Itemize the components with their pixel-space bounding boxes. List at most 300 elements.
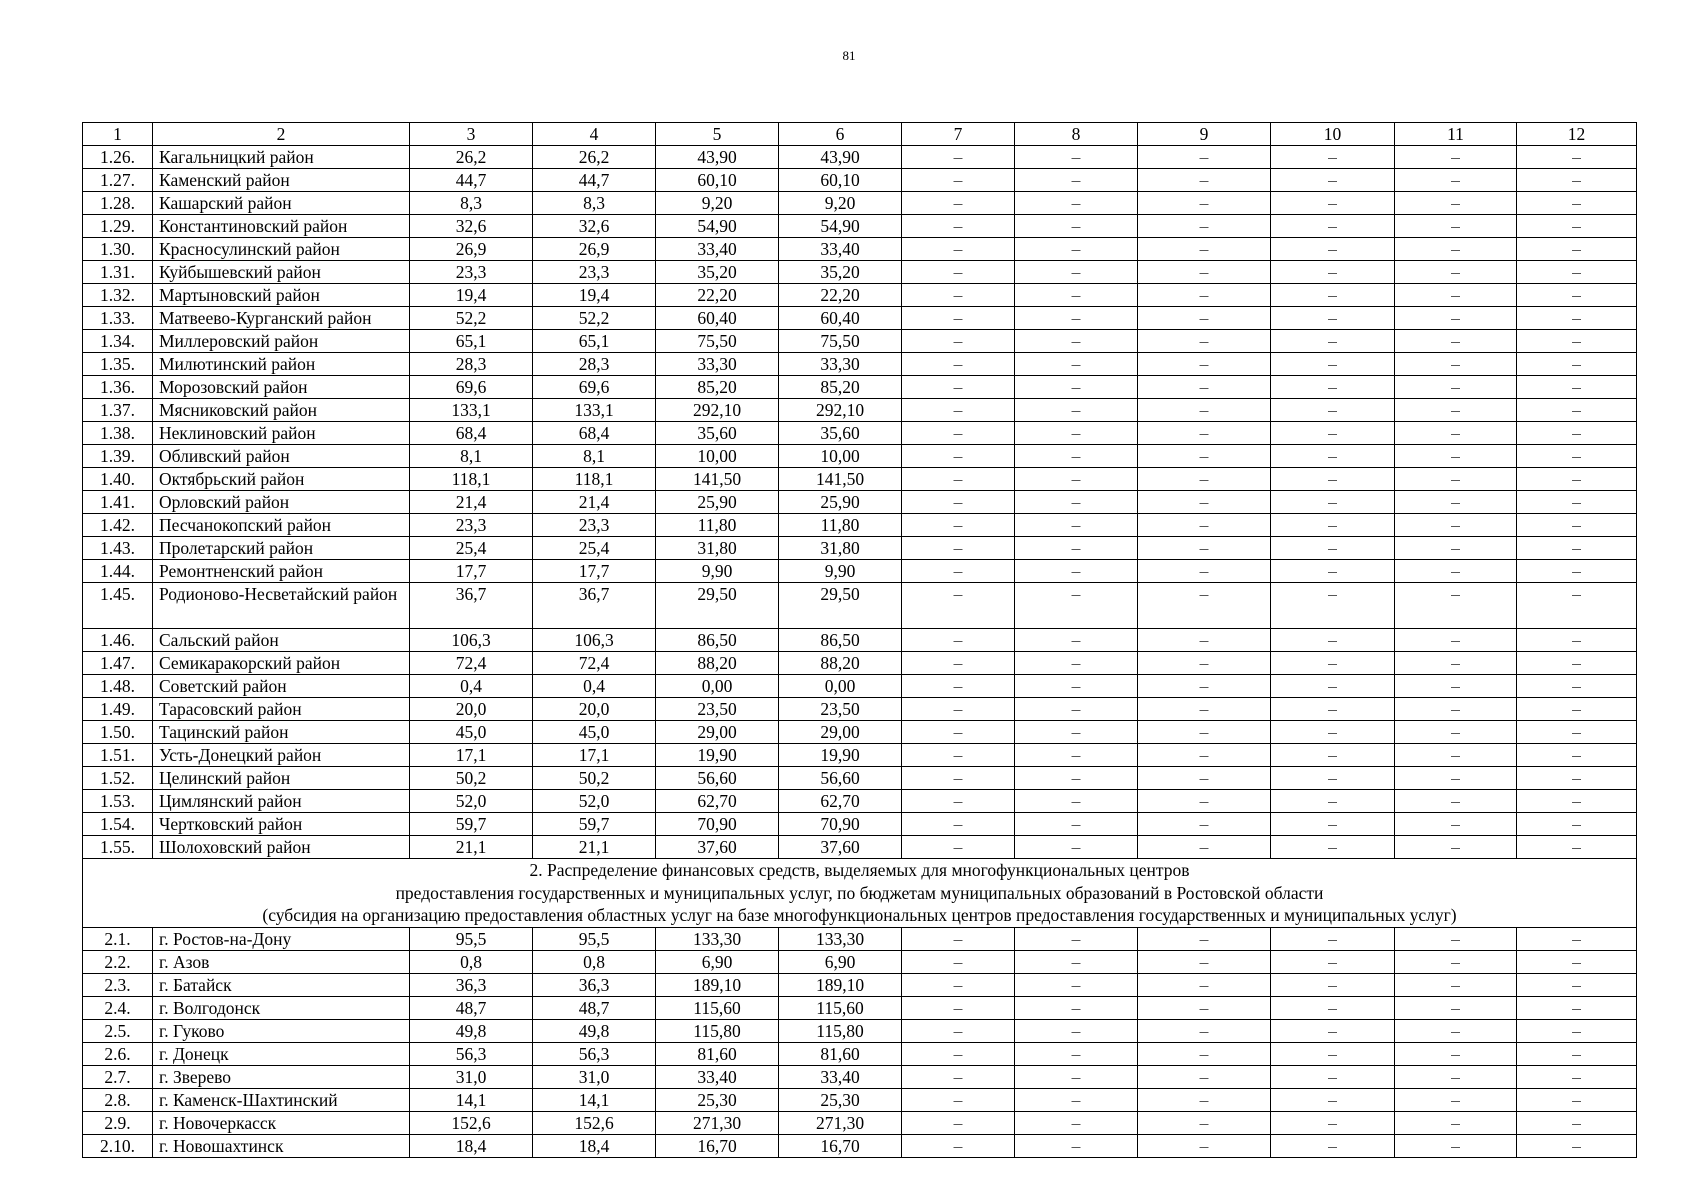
value-col-5: 33,40: [656, 238, 779, 261]
table-row: [83, 376, 1637, 399]
empty-cell-col-9: –: [1138, 422, 1271, 445]
empty-cell-col-7: –: [902, 284, 1015, 307]
empty-cell-col-9: –: [1138, 1020, 1271, 1043]
row-number: 2.8.: [83, 1089, 153, 1112]
empty-cell-col-9: –: [1138, 215, 1271, 238]
empty-cell-col-9: –: [1138, 330, 1271, 353]
table-row: [83, 238, 1637, 261]
empty-cell-col-9: –: [1138, 836, 1271, 859]
empty-cell-col-12: –: [1517, 169, 1637, 192]
value-col-6: 56,60: [779, 767, 902, 790]
empty-cell-col-10: –: [1271, 238, 1395, 261]
empty-cell-col-7: –: [902, 836, 1015, 859]
municipality-name: Усть-Донецкий район: [153, 744, 410, 767]
value-col-4: 31,0: [533, 1066, 656, 1089]
value-col-6: 271,30: [779, 1112, 902, 1135]
empty-cell-col-12: –: [1517, 491, 1637, 514]
empty-cell-col-12: –: [1517, 192, 1637, 215]
value-col-5: 62,70: [656, 790, 779, 813]
row-number: 2.5.: [83, 1020, 153, 1043]
empty-cell-col-11: –: [1395, 560, 1517, 583]
table-row: [83, 169, 1637, 192]
empty-cell-col-8: –: [1015, 1112, 1138, 1135]
value-col-5: 75,50: [656, 330, 779, 353]
table-row: [83, 261, 1637, 284]
municipality-name: Куйбышевский район: [153, 261, 410, 284]
value-col-6: 11,80: [779, 514, 902, 537]
value-col-3: 59,7: [410, 813, 533, 836]
empty-cell-col-8: –: [1015, 537, 1138, 560]
empty-cell-col-8: –: [1015, 353, 1138, 376]
value-col-4: 52,0: [533, 790, 656, 813]
value-col-3: 36,7: [410, 583, 533, 629]
value-col-4: 26,2: [533, 146, 656, 169]
page-number: 81: [842, 48, 856, 63]
empty-cell-col-8: –: [1015, 146, 1138, 169]
empty-cell-col-10: –: [1271, 353, 1395, 376]
empty-cell-col-12: –: [1517, 974, 1637, 997]
empty-cell-col-11: –: [1395, 330, 1517, 353]
municipality-name: Матвеево-Курганский район: [153, 307, 410, 330]
value-col-4: 56,3: [533, 1043, 656, 1066]
row-number: 1.53.: [83, 790, 153, 813]
empty-cell-col-8: –: [1015, 376, 1138, 399]
row-number: 1.40.: [83, 468, 153, 491]
row-number: 1.33.: [83, 307, 153, 330]
column-number-3: 3: [410, 123, 533, 146]
table-row: [83, 836, 1637, 859]
row-number: 1.55.: [83, 836, 153, 859]
empty-cell-col-9: –: [1138, 284, 1271, 307]
empty-cell-col-10: –: [1271, 261, 1395, 284]
empty-cell-col-12: –: [1517, 445, 1637, 468]
row-number: 1.48.: [83, 675, 153, 698]
municipality-name: Красносулинский район: [153, 238, 410, 261]
empty-cell-col-8: –: [1015, 974, 1138, 997]
value-col-6: 54,90: [779, 215, 902, 238]
row-number: 1.49.: [83, 698, 153, 721]
value-col-6: 33,40: [779, 238, 902, 261]
municipality-name: г. Батайск: [153, 974, 410, 997]
empty-cell-col-11: –: [1395, 767, 1517, 790]
empty-cell-col-7: –: [902, 514, 1015, 537]
empty-cell-col-12: –: [1517, 652, 1637, 675]
value-col-6: 141,50: [779, 468, 902, 491]
empty-cell-col-7: –: [902, 537, 1015, 560]
empty-cell-col-10: –: [1271, 652, 1395, 675]
value-col-4: 68,4: [533, 422, 656, 445]
table-row: [83, 560, 1637, 583]
table-row: [83, 1020, 1637, 1043]
empty-cell-col-7: –: [902, 399, 1015, 422]
empty-cell-col-7: –: [902, 744, 1015, 767]
empty-cell-col-8: –: [1015, 698, 1138, 721]
empty-cell-col-7: –: [902, 353, 1015, 376]
empty-cell-col-10: –: [1271, 721, 1395, 744]
empty-cell-col-12: –: [1517, 698, 1637, 721]
value-col-3: 17,7: [410, 560, 533, 583]
municipality-name: Мартыновский район: [153, 284, 410, 307]
municipality-name: Кашарский район: [153, 192, 410, 215]
empty-cell-col-10: –: [1271, 422, 1395, 445]
empty-cell-col-9: –: [1138, 997, 1271, 1020]
empty-cell-col-10: –: [1271, 215, 1395, 238]
municipality-name: Тарасовский район: [153, 698, 410, 721]
row-number: 1.51.: [83, 744, 153, 767]
empty-cell-col-7: –: [902, 261, 1015, 284]
value-col-4: 48,7: [533, 997, 656, 1020]
value-col-5: 85,20: [656, 376, 779, 399]
value-col-4: 8,3: [533, 192, 656, 215]
empty-cell-col-9: –: [1138, 1066, 1271, 1089]
empty-cell-col-12: –: [1517, 1089, 1637, 1112]
table-row: [83, 583, 1637, 629]
value-col-3: 65,1: [410, 330, 533, 353]
empty-cell-col-7: –: [902, 560, 1015, 583]
empty-cell-col-12: –: [1517, 583, 1637, 629]
value-col-4: 65,1: [533, 330, 656, 353]
empty-cell-col-10: –: [1271, 307, 1395, 330]
row-number: 2.6.: [83, 1043, 153, 1066]
table-row: [83, 215, 1637, 238]
empty-cell-col-11: –: [1395, 744, 1517, 767]
empty-cell-col-9: –: [1138, 307, 1271, 330]
empty-cell-col-12: –: [1517, 767, 1637, 790]
value-col-3: 0,4: [410, 675, 533, 698]
row-number: 2.10.: [83, 1135, 153, 1158]
municipality-name: г. Каменск-Шахтинский: [153, 1089, 410, 1112]
empty-cell-col-12: –: [1517, 284, 1637, 307]
table-row: [83, 813, 1637, 836]
value-col-6: 33,30: [779, 353, 902, 376]
empty-cell-col-7: –: [902, 376, 1015, 399]
value-col-3: 152,6: [410, 1112, 533, 1135]
empty-cell-col-8: –: [1015, 813, 1138, 836]
value-col-4: 8,1: [533, 445, 656, 468]
empty-cell-col-8: –: [1015, 721, 1138, 744]
empty-cell-col-8: –: [1015, 790, 1138, 813]
value-col-5: 141,50: [656, 468, 779, 491]
empty-cell-col-10: –: [1271, 974, 1395, 997]
value-col-5: 22,20: [656, 284, 779, 307]
empty-cell-col-11: –: [1395, 1135, 1517, 1158]
empty-cell-col-10: –: [1271, 767, 1395, 790]
value-col-6: 16,70: [779, 1135, 902, 1158]
value-col-3: 0,8: [410, 951, 533, 974]
value-col-3: 23,3: [410, 261, 533, 284]
empty-cell-col-11: –: [1395, 491, 1517, 514]
value-col-6: 133,30: [779, 928, 902, 951]
municipality-name: Родионово-Несветайский район: [153, 583, 410, 629]
empty-cell-col-11: –: [1395, 698, 1517, 721]
value-col-5: 86,50: [656, 629, 779, 652]
row-number: 1.28.: [83, 192, 153, 215]
empty-cell-col-11: –: [1395, 307, 1517, 330]
row-number: 1.54.: [83, 813, 153, 836]
municipality-name: г. Азов: [153, 951, 410, 974]
value-col-4: 36,3: [533, 974, 656, 997]
value-col-6: 29,00: [779, 721, 902, 744]
empty-cell-col-11: –: [1395, 1043, 1517, 1066]
empty-cell-col-10: –: [1271, 675, 1395, 698]
empty-cell-col-7: –: [902, 721, 1015, 744]
empty-cell-col-12: –: [1517, 146, 1637, 169]
row-number: 1.45.: [83, 583, 153, 629]
empty-cell-col-10: –: [1271, 468, 1395, 491]
value-col-6: 70,90: [779, 813, 902, 836]
value-col-6: 292,10: [779, 399, 902, 422]
value-col-4: 49,8: [533, 1020, 656, 1043]
value-col-6: 29,50: [779, 583, 902, 629]
municipality-name: г. Зверево: [153, 1066, 410, 1089]
value-col-6: 60,40: [779, 307, 902, 330]
empty-cell-col-10: –: [1271, 583, 1395, 629]
table-row: [83, 1043, 1637, 1066]
value-col-4: 36,7: [533, 583, 656, 629]
value-col-3: 52,2: [410, 307, 533, 330]
municipality-name: Обливский район: [153, 445, 410, 468]
empty-cell-col-11: –: [1395, 1112, 1517, 1135]
empty-cell-col-8: –: [1015, 445, 1138, 468]
value-col-3: 95,5: [410, 928, 533, 951]
empty-cell-col-10: –: [1271, 399, 1395, 422]
value-col-3: 25,4: [410, 537, 533, 560]
table-row: [83, 307, 1637, 330]
value-col-5: 60,40: [656, 307, 779, 330]
value-col-6: 9,90: [779, 560, 902, 583]
value-col-5: 81,60: [656, 1043, 779, 1066]
empty-cell-col-12: –: [1517, 238, 1637, 261]
row-number: 1.44.: [83, 560, 153, 583]
empty-cell-col-11: –: [1395, 928, 1517, 951]
value-col-4: 106,3: [533, 629, 656, 652]
empty-cell-col-9: –: [1138, 698, 1271, 721]
column-number-11: 11: [1395, 123, 1517, 146]
empty-cell-col-12: –: [1517, 537, 1637, 560]
empty-cell-col-8: –: [1015, 675, 1138, 698]
municipality-name: Орловский район: [153, 491, 410, 514]
table-row: [83, 445, 1637, 468]
empty-cell-col-9: –: [1138, 675, 1271, 698]
value-col-3: 28,3: [410, 353, 533, 376]
table-row: [83, 330, 1637, 353]
empty-cell-col-10: –: [1271, 951, 1395, 974]
municipality-name: г. Донецк: [153, 1043, 410, 1066]
value-col-6: 81,60: [779, 1043, 902, 1066]
empty-cell-col-10: –: [1271, 330, 1395, 353]
table-row: [83, 353, 1637, 376]
empty-cell-col-9: –: [1138, 652, 1271, 675]
empty-cell-col-12: –: [1517, 376, 1637, 399]
empty-cell-col-10: –: [1271, 997, 1395, 1020]
value-col-3: 14,1: [410, 1089, 533, 1112]
empty-cell-col-8: –: [1015, 468, 1138, 491]
municipality-name: Шолоховский район: [153, 836, 410, 859]
empty-cell-col-7: –: [902, 1020, 1015, 1043]
value-col-6: 6,90: [779, 951, 902, 974]
table-row: [83, 721, 1637, 744]
row-number: 1.32.: [83, 284, 153, 307]
value-col-6: 35,20: [779, 261, 902, 284]
value-col-4: 133,1: [533, 399, 656, 422]
section-2-heading-line2: предоставления государственных и муниципальных услуг, по бюджетам муниципальных образований в Ростовской области: [395, 882, 1324, 903]
empty-cell-col-9: –: [1138, 744, 1271, 767]
empty-cell-col-10: –: [1271, 491, 1395, 514]
empty-cell-col-11: –: [1395, 790, 1517, 813]
column-number-2: 2: [153, 123, 410, 146]
municipality-name: Песчанокопский район: [153, 514, 410, 537]
empty-cell-col-9: –: [1138, 813, 1271, 836]
empty-cell-col-7: –: [902, 1066, 1015, 1089]
row-number: 1.35.: [83, 353, 153, 376]
value-col-3: 44,7: [410, 169, 533, 192]
empty-cell-col-9: –: [1138, 376, 1271, 399]
row-number: 1.41.: [83, 491, 153, 514]
municipality-name: Тацинский район: [153, 721, 410, 744]
empty-cell-col-8: –: [1015, 928, 1138, 951]
empty-cell-col-10: –: [1271, 514, 1395, 537]
value-col-6: 37,60: [779, 836, 902, 859]
value-col-5: 54,90: [656, 215, 779, 238]
empty-cell-col-11: –: [1395, 422, 1517, 445]
table-row: [83, 468, 1637, 491]
value-col-6: 60,10: [779, 169, 902, 192]
value-col-4: 0,8: [533, 951, 656, 974]
empty-cell-col-10: –: [1271, 928, 1395, 951]
empty-cell-col-10: –: [1271, 1043, 1395, 1066]
empty-cell-col-9: –: [1138, 491, 1271, 514]
municipality-name: Ремонтненский район: [153, 560, 410, 583]
empty-cell-col-10: –: [1271, 629, 1395, 652]
empty-cell-col-8: –: [1015, 491, 1138, 514]
value-col-3: 52,0: [410, 790, 533, 813]
row-number: 1.27.: [83, 169, 153, 192]
value-col-4: 14,1: [533, 1089, 656, 1112]
empty-cell-col-8: –: [1015, 629, 1138, 652]
empty-cell-col-9: –: [1138, 537, 1271, 560]
value-col-5: 6,90: [656, 951, 779, 974]
empty-cell-col-7: –: [902, 951, 1015, 974]
value-col-5: 60,10: [656, 169, 779, 192]
empty-cell-col-12: –: [1517, 721, 1637, 744]
table-row: [83, 537, 1637, 560]
empty-cell-col-11: –: [1395, 629, 1517, 652]
municipality-name: Морозовский район: [153, 376, 410, 399]
value-col-4: 28,3: [533, 353, 656, 376]
empty-cell-col-7: –: [902, 215, 1015, 238]
empty-cell-col-8: –: [1015, 192, 1138, 215]
row-number: 1.36.: [83, 376, 153, 399]
empty-cell-col-8: –: [1015, 330, 1138, 353]
empty-cell-col-11: –: [1395, 284, 1517, 307]
value-col-3: 56,3: [410, 1043, 533, 1066]
row-number: 1.46.: [83, 629, 153, 652]
table-row: [83, 951, 1637, 974]
empty-cell-col-11: –: [1395, 514, 1517, 537]
distribution-table: [82, 122, 1637, 1158]
empty-cell-col-10: –: [1271, 192, 1395, 215]
value-col-6: 9,20: [779, 192, 902, 215]
empty-cell-col-10: –: [1271, 560, 1395, 583]
column-number-6: 6: [779, 123, 902, 146]
value-col-5: 33,30: [656, 353, 779, 376]
empty-cell-col-7: –: [902, 698, 1015, 721]
empty-cell-col-8: –: [1015, 652, 1138, 675]
empty-cell-col-8: –: [1015, 1020, 1138, 1043]
value-col-5: 29,00: [656, 721, 779, 744]
table-row: [83, 491, 1637, 514]
value-col-5: 115,60: [656, 997, 779, 1020]
value-col-3: 21,1: [410, 836, 533, 859]
value-col-3: 26,9: [410, 238, 533, 261]
row-number: 1.26.: [83, 146, 153, 169]
empty-cell-col-7: –: [902, 767, 1015, 790]
value-col-3: 8,1: [410, 445, 533, 468]
empty-cell-col-10: –: [1271, 1066, 1395, 1089]
row-number: 1.30.: [83, 238, 153, 261]
empty-cell-col-7: –: [902, 652, 1015, 675]
municipality-name: г. Новочеркасск: [153, 1112, 410, 1135]
table-row: [83, 192, 1637, 215]
value-col-3: 45,0: [410, 721, 533, 744]
value-col-4: 72,4: [533, 652, 656, 675]
value-col-5: 56,60: [656, 767, 779, 790]
table-row: [83, 1066, 1637, 1089]
table-row: [83, 1135, 1637, 1158]
empty-cell-col-10: –: [1271, 744, 1395, 767]
empty-cell-col-8: –: [1015, 514, 1138, 537]
empty-cell-col-7: –: [902, 238, 1015, 261]
value-col-5: 115,80: [656, 1020, 779, 1043]
value-col-6: 22,20: [779, 284, 902, 307]
municipality-name: Пролетарский район: [153, 537, 410, 560]
value-col-3: 118,1: [410, 468, 533, 491]
value-col-6: 0,00: [779, 675, 902, 698]
column-number-9: 9: [1138, 123, 1271, 146]
row-number: 1.47.: [83, 652, 153, 675]
empty-cell-col-9: –: [1138, 1135, 1271, 1158]
value-col-6: 62,70: [779, 790, 902, 813]
value-col-4: 52,2: [533, 307, 656, 330]
value-col-6: 25,30: [779, 1089, 902, 1112]
row-number: 1.29.: [83, 215, 153, 238]
value-col-5: 35,60: [656, 422, 779, 445]
empty-cell-col-9: –: [1138, 468, 1271, 491]
value-col-6: 19,90: [779, 744, 902, 767]
value-col-3: 48,7: [410, 997, 533, 1020]
value-col-6: 43,90: [779, 146, 902, 169]
empty-cell-col-7: –: [902, 1135, 1015, 1158]
value-col-5: 189,10: [656, 974, 779, 997]
empty-cell-col-8: –: [1015, 997, 1138, 1020]
empty-cell-col-12: –: [1517, 422, 1637, 445]
table-row: [83, 1089, 1637, 1112]
empty-cell-col-7: –: [902, 468, 1015, 491]
section-2-heading: [83, 859, 1637, 928]
table-row: [83, 675, 1637, 698]
table-row: [83, 1112, 1637, 1135]
empty-cell-col-7: –: [902, 330, 1015, 353]
empty-cell-col-11: –: [1395, 169, 1517, 192]
table-row: [83, 997, 1637, 1020]
value-col-5: 25,90: [656, 491, 779, 514]
municipality-name: Миллеровский район: [153, 330, 410, 353]
table-body: [83, 123, 1637, 1158]
empty-cell-col-12: –: [1517, 1135, 1637, 1158]
value-col-4: 17,1: [533, 744, 656, 767]
empty-cell-col-11: –: [1395, 721, 1517, 744]
empty-cell-col-7: –: [902, 146, 1015, 169]
